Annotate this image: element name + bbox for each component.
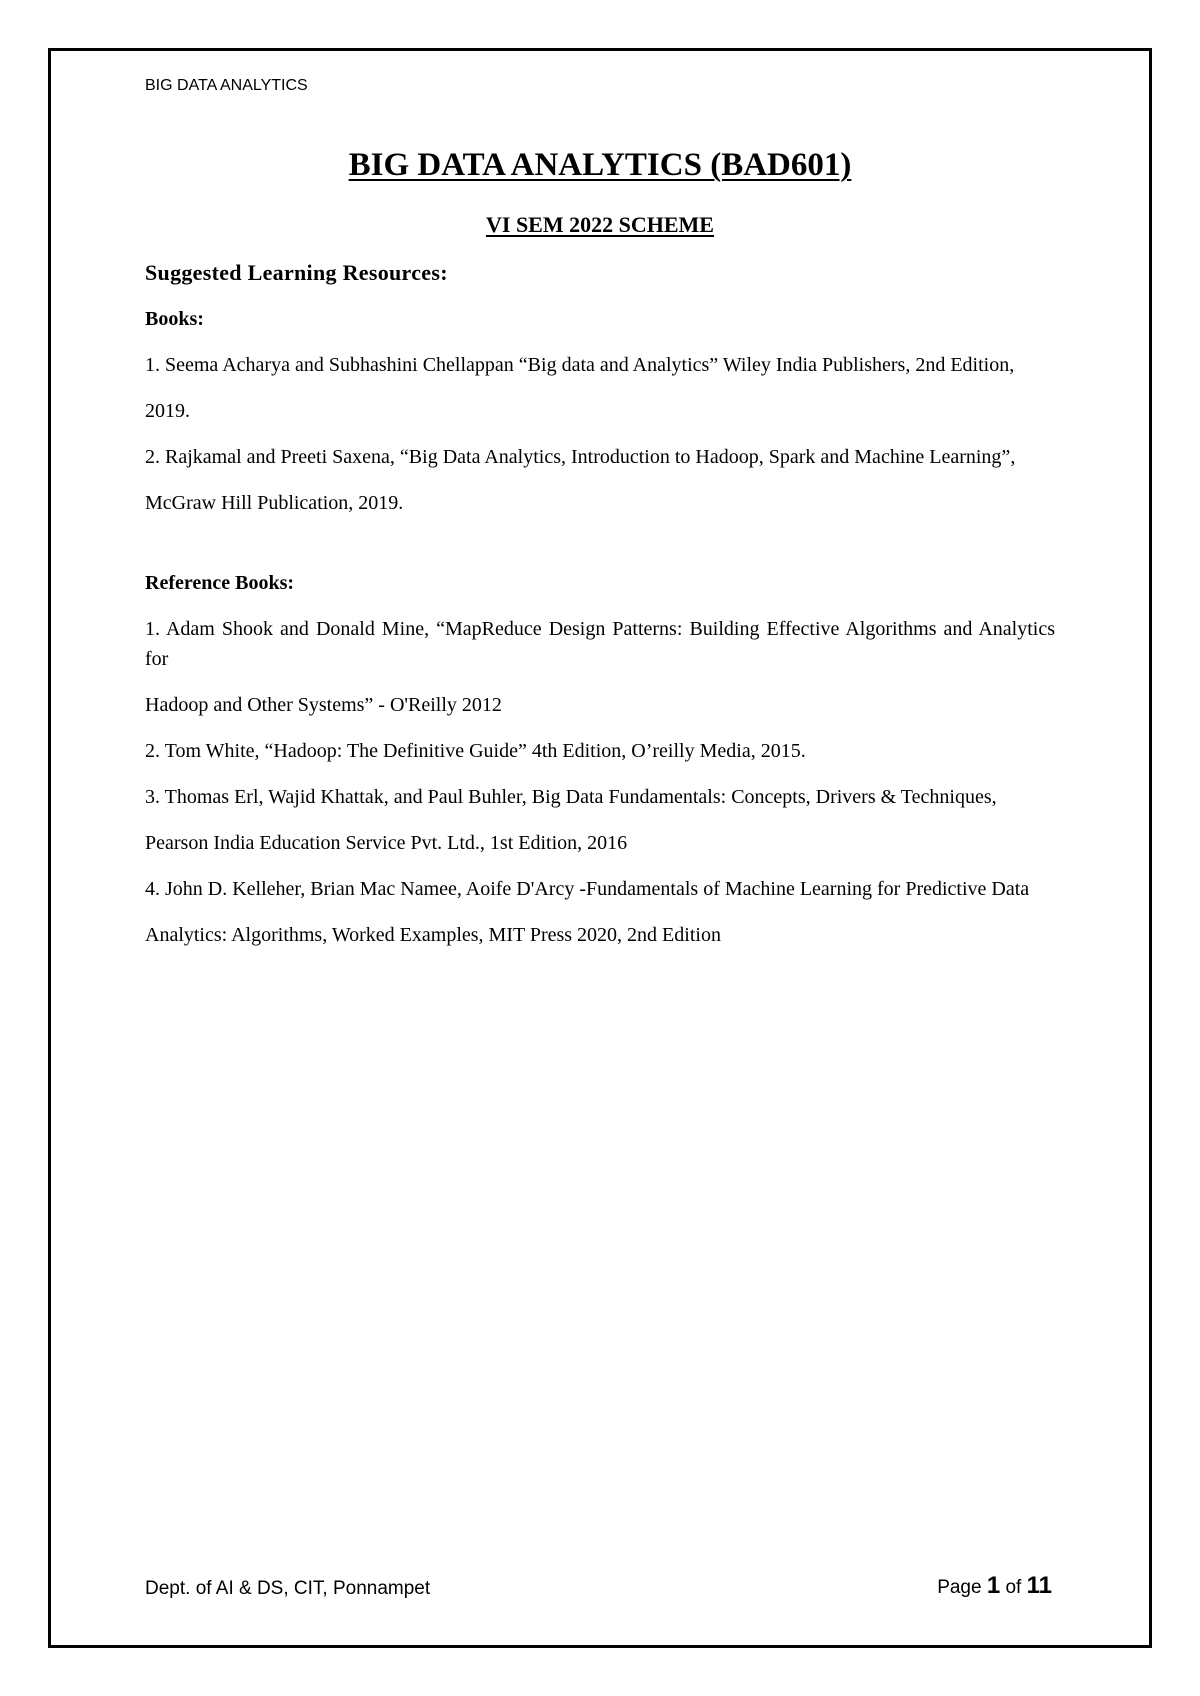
resources-heading: Suggested Learning Resources: [145, 260, 448, 285]
document-body [145, 258, 1055, 966]
reference-entry-1: 1. Adam Shook and Donald Mine, “MapReduce Design Patterns: Building Effective Algorithms and Analytics for [145, 618, 1055, 670]
reference-entry-1-continuation: Hadoop and Other Systems” - O'Reilly 2012 [145, 694, 502, 716]
reference-books-heading: Reference Books: [145, 572, 295, 594]
book-entry-1-continuation: 2019. [145, 400, 190, 422]
books-heading: Books: [145, 308, 204, 330]
page-label: Page [937, 1577, 982, 1598]
footer-page-number [937, 1572, 1052, 1600]
reference-entry-3: 3. Thomas Erl, Wajid Khattak, and Paul Buhler, Big Data Fundamentals: Concepts, Drivers & Techniques, [145, 786, 997, 808]
book-entry-2-continuation: McGraw Hill Publication, 2019. [145, 492, 404, 514]
page-total: 11 [1026, 1572, 1052, 1599]
reference-entry-3-continuation: Pearson India Education Service Pvt. Ltd., 1st Edition, 2016 [145, 832, 628, 854]
document-title: BIG DATA ANALYTICS (BAD601) [348, 147, 852, 183]
running-header: BIG DATA ANALYTICS [145, 77, 308, 94]
reference-entry-2: 2. Tom White, “Hadoop: The Definitive Guide” 4th Edition, O’reilly Media, 2015. [145, 740, 806, 762]
page-current: 1 [986, 1572, 1001, 1599]
page-of: of [1005, 1577, 1022, 1598]
reference-entry-4-continuation: Analytics: Algorithms, Worked Examples, MIT Press 2020, 2nd Edition [145, 924, 721, 946]
section-spacer [145, 534, 1055, 568]
book-entry-2: 2. Rajkamal and Preeti Saxena, “Big Data Analytics, Introduction to Hadoop, Spark and Machine Learning”, [145, 446, 1016, 468]
footer-department: Dept. of AI & DS, CIT, Ponnampet [145, 1578, 431, 1599]
book-entry-1: 1. Seema Acharya and Subhashini Chellappan “Big data and Analytics” Wiley India Publishers, 2nd Edition, [145, 354, 1015, 376]
reference-entry-4: 4. John D. Kelleher, Brian Mac Namee, Aoife D'Arcy -Fundamentals of Machine Learning for Predictive Data [145, 878, 1030, 900]
document-subtitle: VI SEM 2022 SCHEME [486, 212, 714, 237]
